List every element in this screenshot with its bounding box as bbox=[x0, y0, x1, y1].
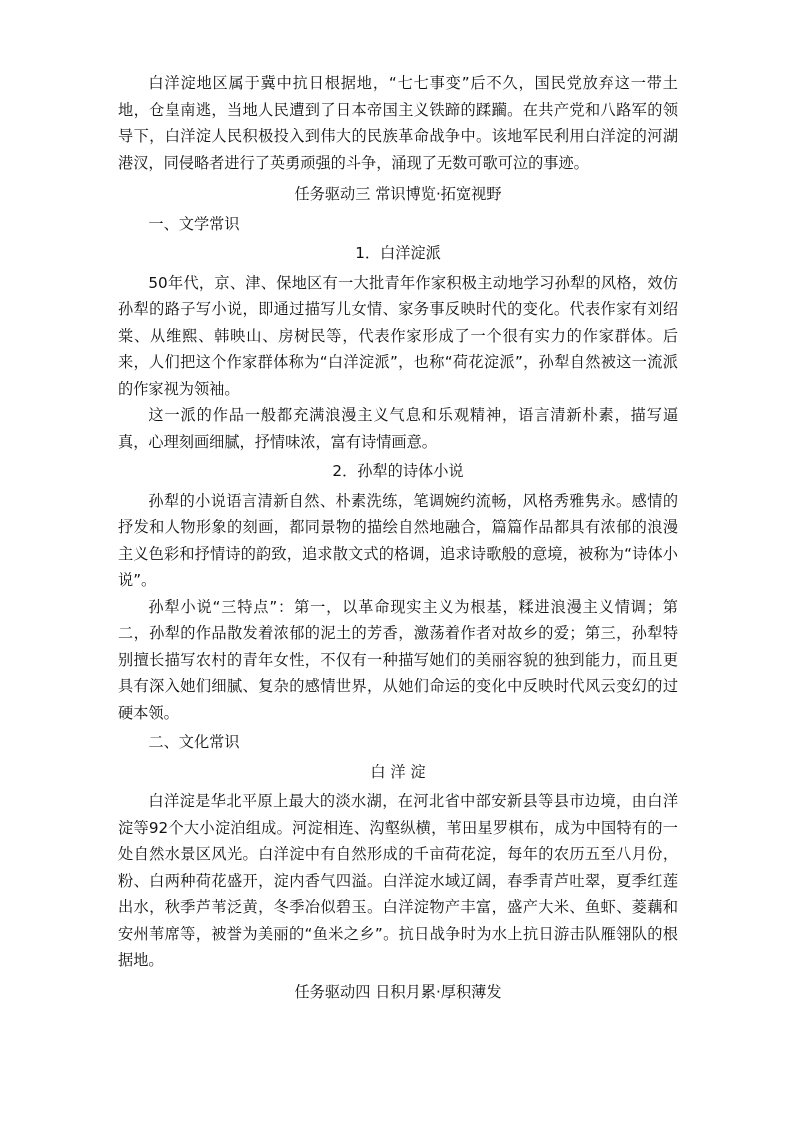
subsection1-paragraph-2: 这一派的作品一般都充满浪漫主义气息和乐观精神，语言清新朴素，描写逼真，心理刻画细腻，抒情味浓，富有诗情画意。 bbox=[118, 406, 678, 451]
subsection1-paragraph-1: 50年代，京、津、保地区有一大批青年作家积极主动地学习孙犁的风格，效仿孙犁的路子写小说，即通过描写儿女情、家务事反映时代的变化。代表作家有刘绍棠、从维熙、韩映山、房树民等，代表作家形成了一个很有实力的作家群体。后来，人们把这个作家群体称为“白洋淀派”，也称“荷花淀派”，孙犁自然被这一流派的作家视为领袖。 bbox=[118, 273, 678, 398]
section1-heading: 一、文学常识 bbox=[148, 214, 240, 233]
intro-paragraph: 白洋淀地区属于冀中抗日根据地，“七七事变”后不久，国民党放弃这一带土地，仓皇南逃，当地人民遭到了日本帝国主义铁蹄的蹂躏。在共产党和八路军的领导下，白洋淀人民积极投入到伟大的民族革命战争中。该地军民利用白洋淀的河湖港汊，同侵略者进行了英勇顽强的斗争，涌现了无数可歌可泣的事迹。 bbox=[118, 74, 678, 172]
subsection2-heading: 2．孙犁的诗体小说 bbox=[332, 462, 464, 480]
document-body bbox=[118, 70, 678, 1005]
subsection2-paragraph-2: 孙犁小说“三特点”：第一，以革命现实主义为根基，糅进浪漫主义情调；第二，孙犁的作品散发着浓郁的泥土的芳香，激荡着作者对故乡的爱；第三，孙犁特别擅长描写农村的青年女性，不仅有一种描写她们的美丽容貌的独到能力，而且更具有深入她们细腻、复杂的感情世界，从她们命运的变化中反映时代风云变幻的过硬本领。 bbox=[118, 597, 678, 722]
task4-heading: 任务驱动四 日积月累·厚积薄发 bbox=[294, 982, 502, 1001]
task3-heading: 任务驱动三 常识博览·拓宽视野 bbox=[294, 185, 502, 203]
subsection3-paragraph-1: 白洋淀是华北平原上最大的淡水湖，在河北省中部安新县等县市边境，由白洋淀等92个大小淀泊组成。河淀相连、沟壑纵横，苇田星罗棋布，成为中国特有的一处自然水景区风光。白洋淀中有自然形成的千亩荷花淀，每年的农历五至八月份，粉、白两种荷花盛开，淀内香气四溢。白洋淀水域辽阔，春季青芦吐翠，夏季红莲出水，秋季芦苇泛黄，冬季冶似碧玉。白洋淀物产丰富，盛产大米、鱼虾、菱藕和安州苇席等，被誉为美丽的“鱼米之乡”。抗日战争时为水上抗日游击队雁翎队的根据地。 bbox=[118, 792, 678, 969]
subsection1-heading: 1．白洋淀派 bbox=[355, 244, 441, 262]
subsection2-paragraph-1: 孙犁的小说语言清新自然、朴素洗练，笔调婉约流畅，风格秀雅隽永。感情的抒发和人物形象的刻画，都同景物的描绘自然地融合，篇篇作品都具有浓郁的浪漫主义色彩和抒情诗的韵致，追求散文式的格调，追求诗歌般的意境，被称为“诗体小说”。 bbox=[118, 491, 678, 589]
section2-heading: 二、文化常识 bbox=[148, 733, 240, 751]
subsection3-heading: 白 洋 淀 bbox=[370, 762, 426, 781]
